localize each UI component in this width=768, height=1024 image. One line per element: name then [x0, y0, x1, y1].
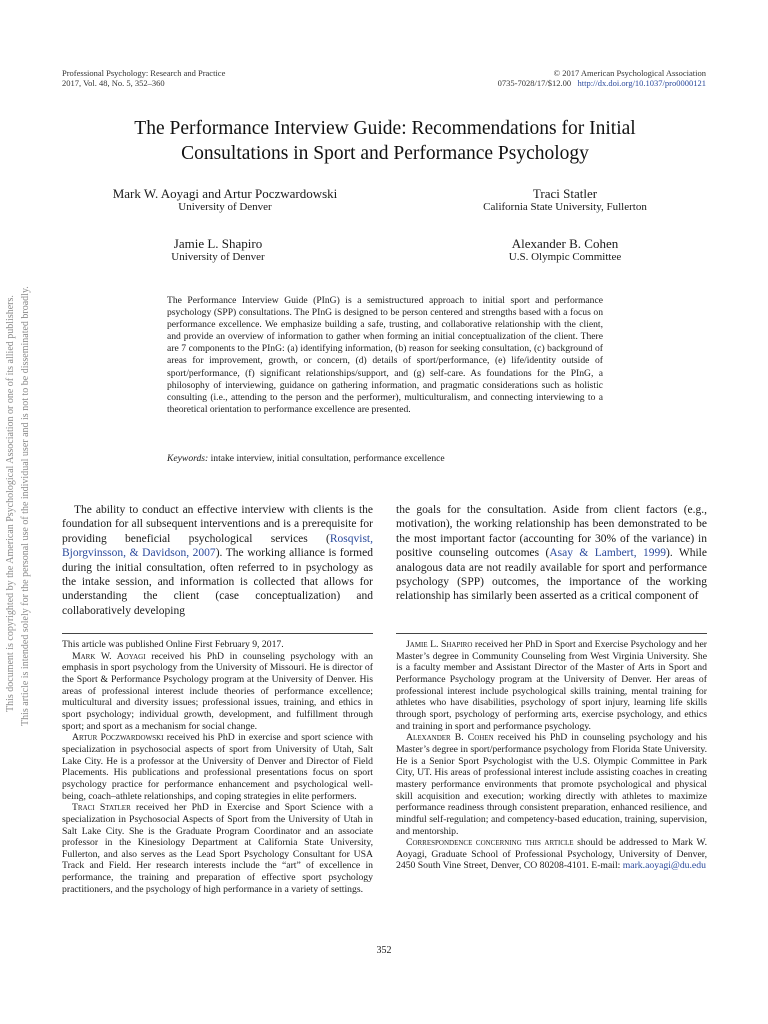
author-block-4: [470, 236, 660, 263]
author-note-name: Traci Statler: [72, 802, 131, 814]
email-link[interactable]: mark.aoyagi@du.edu: [622, 860, 706, 872]
author-affiliation: California State University, Fullerton: [483, 201, 647, 213]
body-text: ). The working alliance is formed during the initial consultation, often referred to in psychology as the intake session, and information is collected that allows for understanding the client (case conceptualization) and collaboratively developing: [62, 547, 373, 617]
copyright-line: © 2017 American Psychological Association: [553, 68, 706, 78]
copyright-sidebar-1: This document is copyrighted by the American Psychological Association or one of its allied publishers.: [5, 295, 16, 712]
body-paragraph: [62, 503, 373, 618]
author-name: Jamie L. Shapiro: [173, 236, 263, 251]
author-note-text: received her PhD in Exercise and Sport Science with a specialization in Psychosocial Aspects of Sport from the University of Utah in Salt Lake City. She is the Graduate Program Coordinator and an associate professor in the Kinesiology Department at California State University, Fullerton, and also serves as the Lead Sport Psychology Consultant for USA Track and Field. Her research interests include the “art” of excellence in performance, the training and preparation of effective sport psychology practitioners, and the psychology of high performance in a variety of settings.: [62, 802, 373, 895]
author-note-name: Alexander B. Cohen: [406, 732, 494, 744]
footnote-rule-right: [396, 633, 707, 634]
volume-line: 2017, Vol. 48, No. 5, 352–360: [62, 78, 165, 88]
correspondence-note: [396, 837, 707, 872]
author-note-name: Artur Poczwardowski: [72, 732, 164, 744]
keywords-text: intake interview, initial consultation, performance excellence: [210, 453, 445, 464]
citation-link[interactable]: Rosqvist, Bjorgvinsson, & Davidson, 2007: [62, 532, 373, 560]
author-note-statler: [62, 802, 373, 895]
author-block-1: [90, 186, 360, 213]
body-text: the goals for the consultation. Aside from client factors (e.g., motivation), the working relationship has been demonstrated to be the most important factor (accounting for 30% of the variance) in positive counseling outcomes (: [396, 504, 707, 560]
issn: 0735-7028/17/$12.00: [497, 78, 572, 88]
author-note-poczwardowski: [62, 732, 373, 802]
author-block-2: [430, 186, 700, 213]
article-title: [60, 116, 710, 166]
abstract: The Performance Interview Guide (PInG) is a semistructured approach to initial sport and performance psychology (SPP) consultations. The PInG is designed to be person centered and strengths based with a focus on performance excellence. We emphasize building a safe, trusting, and collaborative relationship with the client, and provide an overview of information to gather when forming an initial conceptualization of the client. There are 7 components to the PInG: (a) identifying information, (b) reason for seeking consultation, (c) background of areas for improvement, growth, or concern, (d) details of sport/performance, (e) life/identity outside of sport/performance, (f) significant relationships/support, and (g) self-care. As foundations for the PInG, a philosophy of interviewing, guidance on gathering information, and pragmatic considerations such as holistic consulting (i.e., attending to the person and the performer), multiculturalism, and connecting interviewing to a theoretical orientation to performance excellence are presented.: [167, 295, 603, 415]
author-name: Alexander B. Cohen: [511, 236, 619, 251]
doi-link[interactable]: http://dx.doi.org/10.1037/pro0000121: [577, 78, 706, 88]
author-notes-left: [62, 639, 373, 895]
body-left-column: [62, 503, 373, 618]
author-note-name: Mark W. Aoyagi: [72, 650, 146, 662]
page-number: 352: [376, 945, 392, 956]
author-note-text: received her PhD in Sport and Exercise Psychology and her Master’s degree in Community Counseling from West Virginia University. She is a faculty member and Assistant Director of the Master of Arts in Sport and Performance Psychology program at the University of Denver. Her areas of professional interest include psychological skills training, mental training for athletes who have disabilities, psychology of sport injury, learning life skills through sport, psychology of performing arts, exercise psychology, and ethics and training in sport and performance psychology.: [396, 639, 707, 732]
title-line-1: The Performance Interview Guide: Recommendations for Initial: [134, 118, 636, 139]
copyright-sidebar-2: This article is intended solely for the personal use of the individual user and is not to be disseminated broadly.: [20, 286, 31, 726]
author-note-aoyagi: [62, 651, 373, 733]
body-text: ). While analogous data are not readily available for sport and performance psychology (SPP) outcomes, the importance of the working relationship has similarly been asserted as a critical component of: [396, 547, 707, 603]
author-note-text: received his PhD in exercise and sport science with specialization in psychosocial aspects of sport from University of Utah, Salt Lake City. He is a professor at the University of Denver and Director of Field Placements. His publications and professional presentations focus on sport psychology practice for performance enhancement and psychological well-being, coach–athlete relationships, and coping strategies in elite performers.: [62, 732, 373, 802]
citation-link[interactable]: Asay & Lambert, 1999: [549, 547, 666, 560]
published-note: This article was published Online First February 9, 2017.: [62, 639, 284, 650]
keywords-label: Keywords:: [167, 453, 209, 464]
footnote-rule-left: [62, 633, 373, 634]
author-note-cohen: [396, 732, 707, 837]
keywords: [167, 453, 603, 465]
author-affiliation: U.S. Olympic Committee: [508, 251, 622, 263]
author-name: Traci Statler: [532, 186, 598, 201]
correspondence-label: Correspondence concerning this article: [406, 837, 574, 849]
body-text: The ability to conduct an effective interview with clients is the foundation for all subsequent interventions and is a prerequisite for providing beneficial psychological services (: [62, 504, 373, 545]
title-line-2: Consultations in Sport and Performance Psychology: [181, 143, 589, 164]
author-note-shapiro: [396, 639, 707, 732]
author-block-3: [150, 236, 286, 263]
correspondence-text: should be addressed to Mark W. Aoyagi, Graduate School of Professional Psychology, University of Denver, 2450 South Vine Street, Denver, CO 80208-4101. E-mail:: [396, 837, 707, 872]
author-notes-right: [396, 639, 707, 872]
author-note-name: Jamie L. Shapiro: [406, 639, 473, 650]
author-affiliation: University of Denver: [178, 201, 272, 213]
journal-name: Professional Psychology: Research and Practice: [62, 68, 226, 78]
author-name: Mark W. Aoyagi and Artur Poczwardowski: [112, 186, 338, 201]
author-note-text: received his PhD in counseling psychology and his Master’s degree in sport/performance psychology from Florida State University. He is a Senior Sport Psychologist with the U.S. Olympic Committee in Park City, UT. His areas of professional interest include assisting coaches in creating mastery performance environments that promote psychological and physical skill acquisition and execution; working directly with athletes to maximize performance readiness through consistent preparation, enhanced resilience, and mindful self-regulation; and competency-based education, training, supervision, and mentorship.: [396, 732, 707, 837]
issn-doi-line: [498, 78, 706, 88]
journal-header: [62, 68, 225, 88]
author-affiliation: University of Denver: [171, 251, 265, 263]
copyright-header: [498, 68, 706, 88]
body-paragraph: [396, 503, 707, 604]
author-note-text: received his PhD in counseling psychology with an emphasis in sport psychology from the University of Missouri. He is director of the Sport & Performance Psychology program at the University of Denver. His areas of professional interest include theories of performance excellence; multicultural and diversity issues; professional issues, training, and ethics in sport psychology; individual growth, development, and fulfillment through sport; and sport as a mechanism for social change.: [62, 650, 373, 732]
body-right-column: [396, 503, 707, 604]
